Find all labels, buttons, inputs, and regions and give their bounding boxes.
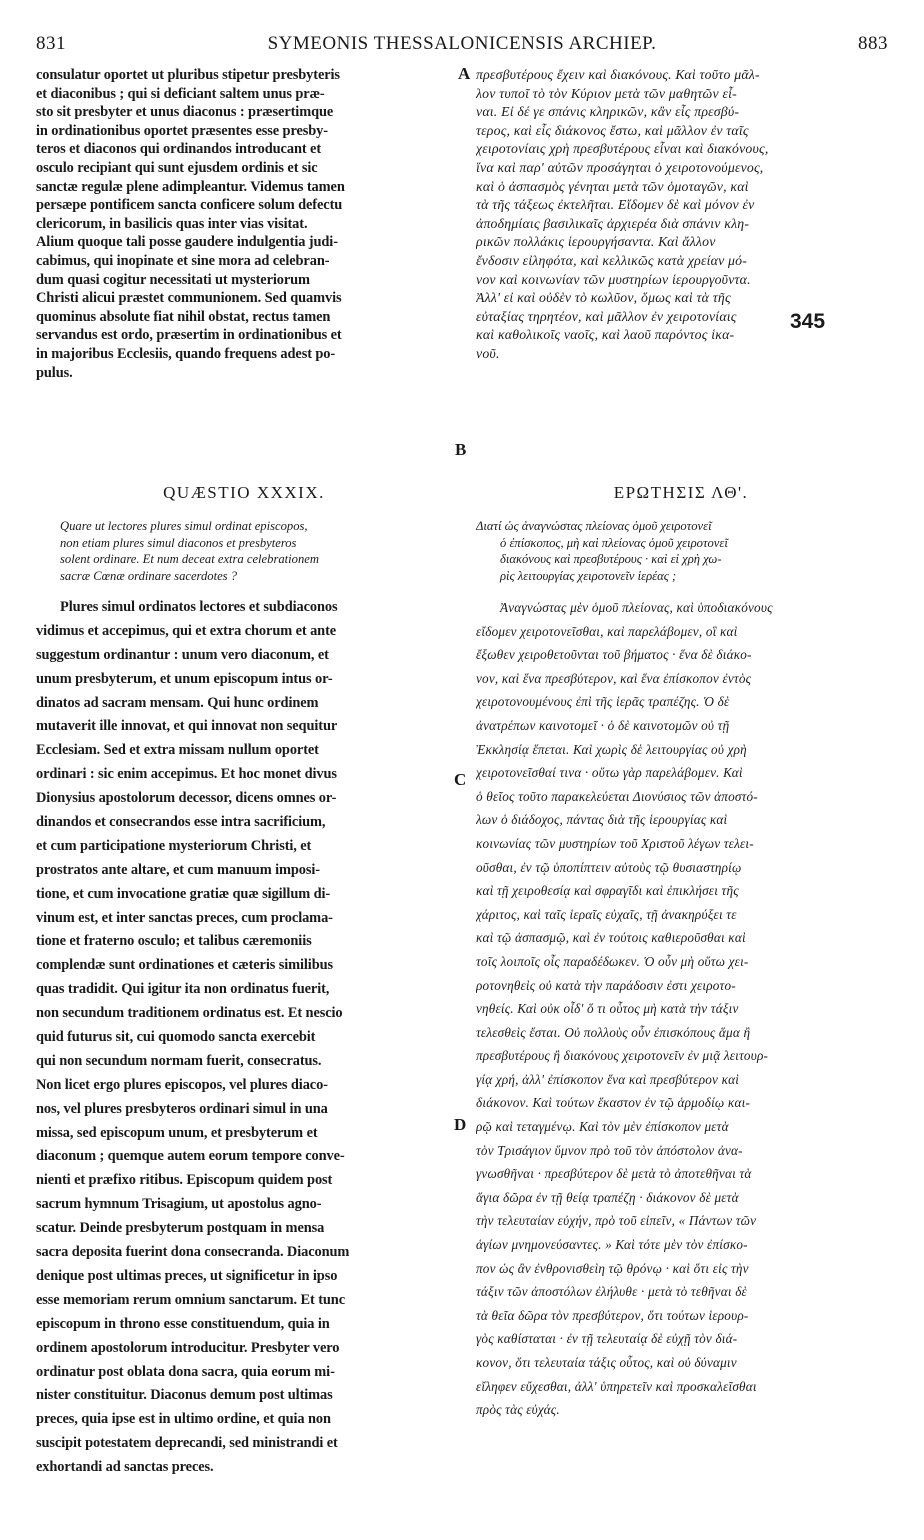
latin-text-line: consulatur oportet ut pluribus stipetur presbyteris — [36, 67, 340, 83]
margin-marker-c: C — [454, 770, 467, 789]
latin-body-line: preces, quia ipse est in ultimo ordine, et quia non — [36, 1411, 331, 1428]
latin-body-line: tione et fraterno osculo; et talibus cæremoniis — [36, 933, 312, 950]
latin-body-line: Non licet ergo plures episcopos, vel plures diaco- — [36, 1076, 328, 1093]
question-latin-line: non etiam plures simul diaconos et presbyteros — [60, 535, 297, 550]
greek-body-line: ροτονηθεὶς οὐ κατὰ τὴν παράδοσιν ἐστι χειροτο- — [476, 977, 736, 993]
latin-column-top — [36, 66, 452, 382]
greek-body-line: διάκονον. Καὶ τούτων ἕκαστον ἐν τῷ ἁρμοδίῳ και- — [476, 1095, 751, 1111]
greek-body-line: τελεσθεὶς ἔσται. Οὐ πολλοὺς οὖν ἐπισκόπους ἅμα ἢ — [476, 1024, 751, 1040]
greek-text-line: πρεσβυτέρους ἔχειν καὶ διακόνους. Καὶ τοῦτο μᾶλ- — [476, 67, 760, 82]
greek-text-line: εὐταξίας τηρητέον, καὶ μᾶλλον ἐν χειροτονίαις — [476, 308, 737, 324]
latin-text-line: Christi alicui præstet communionem. Sed quamvis — [36, 290, 342, 307]
column-number: 345 — [790, 310, 826, 333]
greek-body-line: πρὸς τὰς εὐχάς. — [476, 1402, 560, 1418]
latin-body-line: nienti et præfixo ritibus. Episcopum quidem post — [36, 1172, 333, 1189]
greek-body-line: ἁγίων μνημονεύσαντες. » Καὶ τότε μὲν τὸν ἐπίσκο- — [476, 1237, 748, 1253]
greek-body-line: τὰ θεῖα δῶρα τὸν πρεσβύτερον, ὅτι τούτων ἱερουρ- — [476, 1307, 749, 1323]
latin-body-line: dinatos ad sacram mensam. Qui hunc ordinem — [36, 694, 319, 711]
latin-body-line: denique post ultimas preces, ut significetur in ipso — [36, 1267, 338, 1284]
greek-text-line: χειροτονίαις χρὴ πρεσβυτέρους εἶναι καὶ διακόνους, — [476, 141, 769, 157]
latin-text-line: persæpe pontificem sancta conficere solum defectu — [36, 197, 343, 214]
greek-text-line: καὶ καθολικοῖς ναοῖς, καὶ λαοῦ παρόντος ἱκα- — [476, 327, 735, 343]
greek-text-line: καὶ ὁ ἀσπασμὸς γένηται μετὰ τῶν ὁμοταγῶν, καὶ — [476, 178, 749, 194]
greek-text-line: τὰ τῆς τάξεως ἐκτελῆται. Εἴδομεν δὲ καὶ μόνον ἐν — [476, 197, 755, 213]
greek-body-line: γὸς καθίσταται · ἐν τῇ τελευταίᾳ δὲ εὐχῇ τὸν διά- — [476, 1331, 738, 1347]
greek-body — [476, 596, 886, 1422]
latin-body-line: sacra deposita fuerint dona consecranda. Diaconum — [36, 1244, 350, 1261]
latin-text-line: servandus est ordo, præsertim in ordinationibus et — [36, 327, 342, 344]
latin-body-line: episcopum in throno esse constituendum, quia in — [36, 1315, 330, 1332]
greek-body-line: τοῖς λοιποῖς οἷς παραδέδωκεν. Ὁ οὖν μὴ οὕτω χει- — [476, 953, 749, 969]
greek-body-line: νον, καὶ ἕνα πρεσβύτερον, καὶ ἕνα ἐπίσκοπον ἐντὸς — [476, 670, 752, 686]
latin-body-line: quid futurus sit, cui quomodo sancta exercebit — [36, 1029, 316, 1046]
latin-text-line: in majoribus Ecclesiis, quando frequens adest po- — [36, 345, 336, 362]
greek-body-line: εἴληφεν εὔχεσθαι, ἀλλ' ὑπηρετεῖν καὶ προσκαλεῖσθαι — [476, 1378, 757, 1394]
greek-body-line: ὁ θεῖος τοῦτο παρακελεύεται Διονύσιος τῶν ἀποστό- — [476, 788, 758, 804]
greek-body-line: γνωσθῆναι · πρεσβύτερον δὲ μετὰ τὸ ἀποτεθῆναι τὰ — [476, 1166, 752, 1182]
greek-text-line: νοῦ. — [476, 345, 500, 361]
latin-body-line: quas tradidit. Qui igitur ita non ordinatus fuerit, — [36, 981, 330, 998]
latin-text-line: in ordinationibus oportet præsentes esse presby- — [36, 122, 328, 139]
latin-body-line: suggestum ordinantur : unum vero diaconum, et — [36, 646, 329, 663]
question-latin-line: sacræ Cœnæ ordinare sacerdotes ? — [60, 568, 238, 583]
latin-body-line: vidimus et accepimus, qui et extra chorum et ante — [36, 622, 337, 639]
latin-body-line: tione, et cum invocatione gratiæ quæ sigillum di- — [36, 885, 331, 902]
latin-body-line: nos, vel plures presbyteros ordinari simul in una — [36, 1100, 328, 1117]
latin-text-line: sanctæ regulæ plene adimpleantur. Videmus tamen — [36, 178, 345, 195]
latin-text-line: et diaconibus ; qui si deficiant saltem unus præ- — [36, 85, 325, 102]
latin-body — [36, 596, 452, 1480]
quaestio-title-greek: ΕΡΩΤΗΣΙΣ ΛΘ'. — [613, 483, 749, 502]
greek-body-line: τάξιν τῶν ἀποστόλων ἐλήλυθε · μετὰ τὸ τεθῆναι δὲ — [476, 1284, 747, 1300]
greek-text-line: ἀποδημίαις βασιλικαῖς ἀρχιερέα διὰ σπάνιν κλη- — [476, 215, 750, 231]
greek-body-line: ἀνατρέπων καινοτομεῖ · ὁ δὲ καινοτομῶν οὐ τῇ — [476, 717, 730, 733]
greek-body-line: χάριτος, καὶ ταῖς ἱεραῖς εὐχαῖς, τῇ ἀνακηρύξει τε — [476, 906, 737, 922]
latin-text-line: sto sit presbyter et unus diaconus : præsertimque — [36, 104, 334, 121]
question-latin-line: Quare ut lectores plures simul ordinat episcopos, — [60, 519, 308, 533]
greek-text-line: Ἀλλ' εἰ καὶ οὐδὲν τὸ κωλῦον, ὅμως καὶ τὰ τῆς — [476, 290, 731, 306]
latin-text-line: teros et diaconos qui ordinandos introducant et — [36, 141, 322, 158]
greek-body-line: Ἀναγνώστας μὲν ὁμοῦ πλείονας, καὶ ὑποδιακόνους — [500, 600, 773, 615]
latin-body-line: Ecclesiam. Sed et extra missam nullum oportet — [36, 742, 319, 759]
latin-body-line: esse memoriam rerum omnium sanctarum. Et tunc — [36, 1291, 345, 1308]
latin-body-line: prostratos ante altare, et cum manuum imposi- — [36, 861, 320, 878]
quaestio-title-latin: QUÆSTIO XXXIX. — [163, 483, 325, 502]
greek-body-line: ρῷ καὶ τεταγμένῳ. Καὶ τὸν μὲν ἐπίσκοπον μετὰ — [476, 1119, 729, 1135]
latin-body-line: ordinatur post oblata dona sacra, quia eorum mi- — [36, 1363, 335, 1380]
question-greek-line: ὁ ἐπίσκοπος, μὴ καὶ πλείονας ὁμοῦ χειροτονεῖ — [500, 535, 728, 550]
margin-marker-d: D — [454, 1115, 467, 1134]
question-greek-line: Διατί ὡς ἀναγνώστας πλείονας ὁμοῦ χειροτονεῖ — [476, 519, 712, 533]
greek-body-line: κονον, ὅτι τελευταία τάξις οὗτος, καὶ οὐ δύναμιν — [476, 1355, 737, 1370]
latin-body-line: scatur. Deinde presbyterum postquam in mensa — [36, 1220, 325, 1237]
question-greek-line: ρὶς λειτουργίας χειροτονεῖν ἱερέας ; — [500, 568, 677, 583]
latin-text-line: cabimus, qui inopinate et sine mora ad celebran- — [36, 252, 330, 269]
latin-text-line: clericorum, in basilicis quas inter vias visitat. — [36, 215, 308, 232]
greek-body-line: Ἐκκλησίᾳ ἕπεται. Καὶ χωρὶς δὲ λειτουργίας οὐ χρὴ — [476, 741, 747, 757]
latin-text-line: pulus. — [36, 364, 73, 381]
greek-body-line: ἅγια δῶρα ἐν τῇ θείᾳ τραπέζῃ · διάκονον δὲ μετὰ — [476, 1189, 739, 1205]
greek-text-line: λον τυποῖ τὸ τὸν Κύριον μετὰ τῶν μαθητῶν εἶ- — [476, 85, 737, 101]
latin-body-line: ordinari : sic enim accepimus. Et hoc monet divus — [36, 766, 337, 783]
running-title: SYMEONIS THESSALONICENSIS ARCHIEP. — [267, 33, 657, 54]
greek-body-line: πον ὡς ἂν ἐνθρονισθεὶη τῷ θρόνῳ · καὶ ὅτι εἰς τὴν — [476, 1260, 749, 1276]
question-greek-line: διακόνους καὶ πρεσβυτέρους · καὶ εἰ χρὴ χω- — [500, 552, 722, 567]
latin-body-line: vinum est, et inter sanctas preces, cum proclama- — [36, 909, 333, 926]
latin-body-line: qui non secundum normam fuerit, consecratus. — [36, 1052, 322, 1069]
greek-body-line: πρεσβυτέρους ἢ διακόνους χειροτονεῖν ἐν μιᾷ λειτουρ- — [476, 1048, 769, 1064]
greek-body-line: τὸν Τρισάγιον ὕμνον πρὸ τοῦ τὸν ἀπόστολον ἀνα- — [476, 1142, 743, 1158]
latin-body-line: missa, sed episcopum unum, et presbyterum et — [36, 1124, 318, 1141]
greek-body-line: κοινωνίας τῶν μυστηρίων τοῦ Χριστοῦ λέγων τελει- — [476, 835, 754, 851]
latin-body-line: unum presbyterum, et unum episcopum intus or- — [36, 670, 333, 687]
greek-body-line: τὴν τελευταίαν εὐχήν, πρὸ τοῦ εἰπεῖν, « Πάντων τῶν — [476, 1213, 757, 1229]
greek-text-line: ναι. Εἰ δέ γε σπάνις κληρικῶν, κἂν εἷς πρεσβύ- — [476, 104, 740, 120]
latin-text-line: osculo recipiant qui sunt ejusdem ordinis et sic — [36, 159, 318, 176]
latin-body-line: non secundum traditionem ordinatus est. Et nescio — [36, 1005, 343, 1022]
latin-body-line: complendæ sunt ordinationes et cæteris similibus — [36, 957, 334, 974]
latin-text-line: Alium quoque tali posse gaudere indulgentia judi- — [36, 234, 338, 251]
question-greek — [476, 518, 886, 584]
greek-body-line: ἔξωθεν χειροθετοῦνται τοῦ βήματος · ἕνα δὲ διάκο- — [476, 647, 752, 663]
latin-body-line: dinandos et consecrandos esse intra sacrificium, — [36, 814, 326, 831]
greek-body-line: οῦσθαι, ἐν τῷ ὑποπίπτειν αὐτοὺς τῷ θυσιαστηρίῳ — [476, 859, 742, 875]
greek-body-line: εἴδομεν χειροτονεῖσθαι, καὶ παρελάβομεν, οἳ καὶ — [476, 623, 738, 639]
page-number-left: 831 — [36, 33, 66, 54]
latin-body-line: Plures simul ordinatos lectores et subdiaconos — [60, 599, 338, 615]
latin-body-line: Dionysius apostolorum decessor, dicens omnes or- — [36, 790, 337, 807]
latin-body-line: mutaverit ille innovat, et qui innovat non sequitur — [36, 718, 338, 735]
margin-marker-a: A — [458, 64, 471, 83]
page-number-right: 883 — [858, 33, 888, 54]
latin-text-line: dum quasi cogitur necessitati ut mysteriorum — [36, 271, 310, 288]
latin-body-line: diaconum ; quemque autem eorum tempore conve- — [36, 1148, 345, 1165]
greek-text-line: τερος, καὶ εἷς διάκονος ἔστω, καὶ μᾶλλον ἐν ταῖς — [476, 122, 749, 138]
greek-body-line: λων ὁ διάδοχος, πάντας διὰ τῆς ἱερουργίας καὶ — [476, 812, 728, 828]
margin-marker-b: B — [455, 440, 467, 459]
latin-body-line: et cum participatione mysteriorum Christi, et — [36, 837, 312, 854]
greek-body-line: καὶ τῷ ἀσπασμῷ, καὶ ἐν τούτοις καθιεροῦσθαι καὶ — [476, 930, 746, 946]
greek-body-line: γίᾳ χρή, ἀλλ' ἐπίσκοπον ἕνα καὶ πρεσβύτερον καὶ — [476, 1071, 740, 1087]
latin-body-line: exhortandi ad sanctas preces. — [36, 1459, 214, 1476]
question-latin-line: solent ordinare. Et num deceat extra celebrationem — [60, 552, 319, 567]
latin-text-line: quominus absolute fiat nihil obstat, rectus tamen — [36, 308, 331, 325]
greek-text-line: ἵνα καὶ παρ' αὐτῶν προσάγηται ὁ χειροτονούμενος, — [476, 159, 764, 175]
greek-text-line: ρικῶν πολλάκις ἱερουργήσαντα. Καὶ ἄλλον — [476, 234, 716, 250]
greek-body-line: χειροτονεῖσθαί τινα · οὕτω γὰρ παρελάβομεν. Καὶ — [476, 765, 743, 781]
greek-body-line: νηθείς. Καὶ οὐκ οἶδ' ὅ τι οὗτος μὴ κατὰ τὴν τάξιν — [476, 1001, 739, 1017]
greek-text-line: ἔνδοσιν εἰληφότα, καὶ κελλικῶς κατὰ χρείαν μό- — [476, 252, 748, 268]
latin-body-line: sacrum hymnum Trisagium, ut apostolus agno- — [36, 1196, 322, 1213]
greek-body-line: χειροτονουμένους ἐπὶ τῆς ἱερᾶς τραπέζης. Ὁ δὲ — [476, 694, 730, 710]
latin-body-line: nister constituitur. Diaconus demum post ultimas — [36, 1387, 333, 1404]
latin-body-line: ordinem apostolorum introducitur. Presbyter vero — [36, 1339, 340, 1356]
question-latin — [36, 518, 452, 584]
latin-body-line: suscipit potestatem deprecandi, sed ministrandi et — [36, 1435, 338, 1452]
greek-text-line: νον καὶ κοινωνίαν τῶν μυστηρίων ἱερουργοῦντα. — [476, 271, 751, 287]
greek-body-line: καὶ τῇ χειροθεσίᾳ καὶ σφραγῖδι καὶ ἐπικλήσει τῆς — [476, 883, 739, 899]
